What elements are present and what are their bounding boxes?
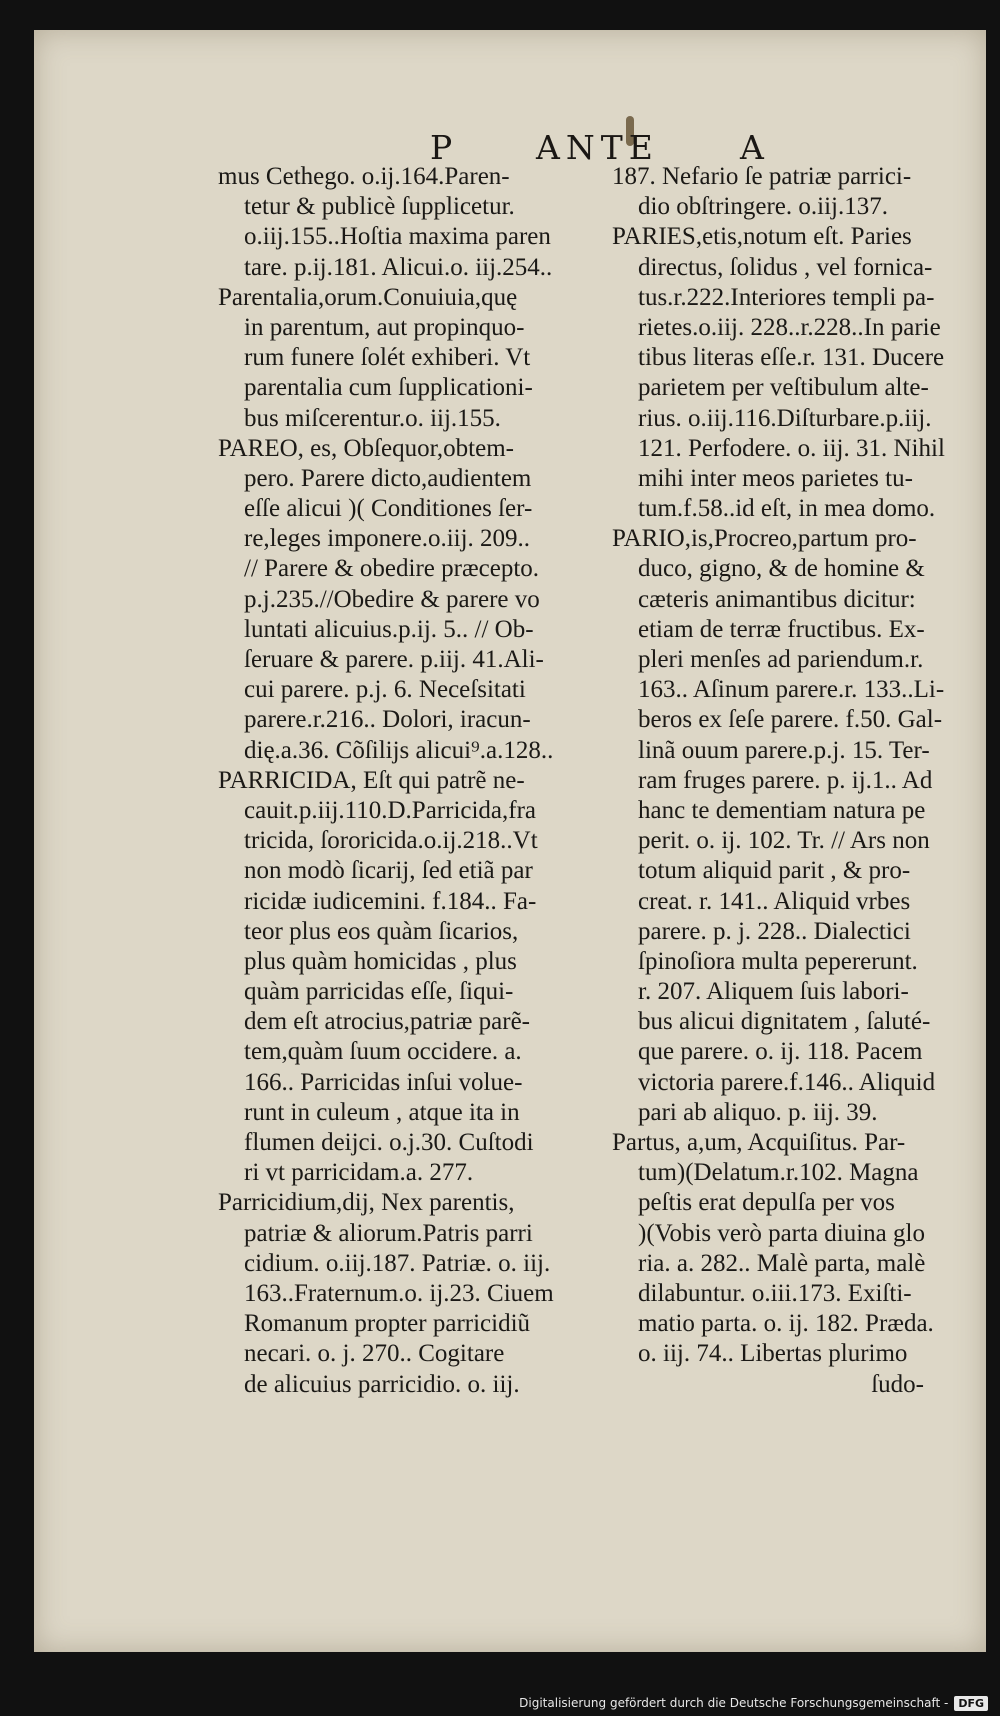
text-line: ſudo-	[871, 1370, 924, 1398]
footer-text: Digitalisierung gefördert durch die Deutsche Forschungsgemeinschaft -	[519, 1696, 949, 1710]
text-line: parietem per veſtibulum alte-	[638, 374, 929, 402]
text-line: tum)(Delatum.r.102. Magna	[638, 1159, 919, 1187]
text-line: o.iij.155..Hoſtia maxima paren	[244, 223, 551, 251]
text-line: ria. a. 282.. Malè parta, malè	[638, 1249, 926, 1277]
text-line: duco, gigno, & de homine &	[638, 555, 925, 583]
text-line: 163.. Aſinum parere.r. 133..Li-	[638, 676, 945, 704]
text-line: dilabuntur. o.iii.173. Exiſti-	[638, 1279, 912, 1307]
text-line: Partus, a,um, Acquiſitus. Par-	[612, 1129, 906, 1156]
text-line: cui parere. p.j. 6. Neceſsitati	[244, 676, 526, 704]
text-line: 166.. Parricidas inſui volue-	[244, 1068, 523, 1096]
text-line: runt in culeum , atque ita in	[244, 1098, 520, 1126]
text-line: cidium. o.iij.187. Patriæ. o. iij.	[244, 1249, 551, 1277]
header-right: A	[740, 128, 770, 167]
text-line: que parere. o. ij. 118. Pacem	[638, 1038, 923, 1066]
header-middle: ANTE	[536, 128, 659, 167]
text-line: cauit.p.iij.110.D.Parricida,fra	[244, 796, 537, 824]
text-line: 163..Fraternum.o. ij.23. Ciuem	[244, 1279, 554, 1307]
text-line: tum.f.58..id eſt, in mea domo.	[638, 495, 936, 523]
text-line: 187. Nefario ſe patriæ parrici-	[612, 163, 912, 190]
text-line: patriæ & aliorum.Patris parri	[244, 1219, 533, 1247]
text-line: flumen deijci. o.j.30. Cuſtodi	[244, 1129, 534, 1156]
text-line: parentalia cum ſupplicationi-	[244, 374, 533, 402]
right-column	[612, 162, 964, 1400]
text-line: o. iij. 74.. Libertas plurimo	[638, 1340, 908, 1368]
text-line: bus alicui dignitatem , ſaluté-	[638, 1008, 931, 1036]
left-column	[218, 162, 616, 1400]
text-line: totum aliquid parit , & pro-	[638, 857, 911, 885]
text-line: tem,quàm ſuum occidere. a.	[244, 1038, 522, 1066]
text-line: rum funere ſolét exhiberi. Vt	[244, 344, 531, 372]
text-line: Romanum propter parricidiũ	[244, 1310, 531, 1338]
text-line: tibus literas eſſe.r. 131. Ducere	[638, 344, 945, 372]
text-line: directus, ſolidus , vel fornica-	[638, 253, 933, 281]
text-line: victoria parere.f.146.. Aliquid	[638, 1068, 936, 1096]
text-line: // Parere & obedire præcepto.	[244, 555, 540, 583]
text-line: ri vt parricidam.a. 277.	[244, 1159, 474, 1187]
header-left: P	[430, 128, 459, 167]
text-line: teor plus eos quàm ſicarios,	[244, 917, 519, 945]
text-line: linã ouum parere.p.j. 15. Ter-	[638, 736, 930, 764]
text-line: dem eſt atrocius,patriæ parẽ-	[244, 1008, 530, 1036]
text-line: tetur & publicè ſupplicetur.	[244, 193, 515, 221]
text-line: mus Cethego. o.ij.164.Paren-	[218, 163, 510, 190]
digitization-footer	[519, 1692, 988, 1714]
text-line: perit. o. ij. 102. Tr. // Ars non	[638, 827, 930, 855]
text-line: ſpinoſiora multa pepererunt.	[638, 947, 918, 975]
text-line: matio parta. o. ij. 182. Præda.	[638, 1310, 934, 1338]
text-line: luntati alicuius.p.ij. 5.. // Ob-	[244, 615, 534, 643]
text-line: creat. r. 141.. Aliquid vrbes	[638, 887, 911, 915]
text-line: tus.r.222.Interiores templi pa-	[638, 283, 935, 311]
text-line: quàm parricidas eſſe, ſiqui-	[244, 978, 514, 1006]
text-line: PARIO,is,Procreo,partum pro-	[612, 525, 917, 553]
text-line: ricidæ iudicemini. f.184.. Fa-	[244, 887, 537, 915]
text-line: p.j.235.//Obedire & parere vo	[244, 585, 540, 613]
text-line: 121. Perfodere. o. iij. 31. Nihil	[638, 434, 945, 462]
text-line: plus quàm homicidas , plus	[244, 947, 517, 975]
text-line: de alicuius parricidio. o. iij.	[244, 1370, 520, 1398]
book-page	[34, 30, 986, 1652]
text-line: in parentum, aut propinquo-	[244, 313, 525, 341]
text-line: ram fruges parere. p. ij.1.. Ad	[638, 766, 933, 794]
text-line: rius. o.iij.116.Diſturbare.p.iij.	[638, 404, 932, 432]
text-line: rietes.o.iij. 228..r.228..In parie	[638, 313, 941, 341]
text-line: pleri menſes ad pariendum.r.	[638, 646, 924, 673]
text-line: non modò ſicarij, ſed etiã par	[244, 857, 533, 885]
text-line: cæteris animantibus dicitur:	[638, 585, 916, 613]
text-line: dię.a.36. Cõſilijs alicui⁹.a.128..	[244, 736, 554, 764]
text-line: PARRICIDA, Eſt qui patrẽ ne-	[218, 766, 525, 794]
text-line: peſtis erat depulſa per vos	[638, 1189, 895, 1217]
text-line: ſeruare & parere. p.iij. 41.Ali-	[244, 646, 544, 673]
text-line: necari. o. j. 270.. Cogitare	[244, 1340, 505, 1368]
text-line: beros ex ſeſe parere. f.50. Gal-	[638, 706, 943, 734]
text-line: hanc te dementiam natura pe	[638, 796, 926, 824]
text-line: Parricidium,dij, Nex parentis,	[218, 1189, 515, 1217]
text-line: tricida, ſororicida.o.ij.218..Vt	[244, 827, 538, 855]
text-line: Parentalia,orum.Conuiuia,quę	[218, 283, 518, 311]
text-line: parere.r.216.. Dolori, iracun-	[244, 706, 531, 734]
text-line: r. 207. Aliquem ſuis labori-	[638, 978, 909, 1006]
text-line: eſſe alicui )( Conditiones ſer-	[244, 495, 533, 523]
text-line: pero. Parere dicto,audientem	[244, 464, 532, 492]
dfg-logo: DFG	[954, 1696, 988, 1711]
text-line: mihi inter meos parietes tu-	[638, 464, 913, 492]
text-line: PARIES,etis,notum eſt. Paries	[612, 223, 912, 251]
text-line: PAREO, es, Obſequor,obtem-	[218, 434, 514, 462]
text-line: bus miſcerentur.o. iij.155.	[244, 404, 501, 432]
text-line: re,leges imponere.o.iij. 209..	[244, 525, 531, 553]
text-line: etiam de terræ fructibus. Ex-	[638, 615, 925, 643]
text-line: tare. p.ij.181. Alicui.o. iij.254..	[244, 253, 553, 281]
text-line: dio obſtringere. o.iij.137.	[638, 193, 888, 221]
text-line: parere. p. j. 228.. Dialectici	[638, 917, 911, 945]
text-line: pari ab aliquo. p. iij. 39.	[638, 1098, 878, 1126]
text-line: )(Vobis verò parta diuina glo	[638, 1219, 925, 1247]
